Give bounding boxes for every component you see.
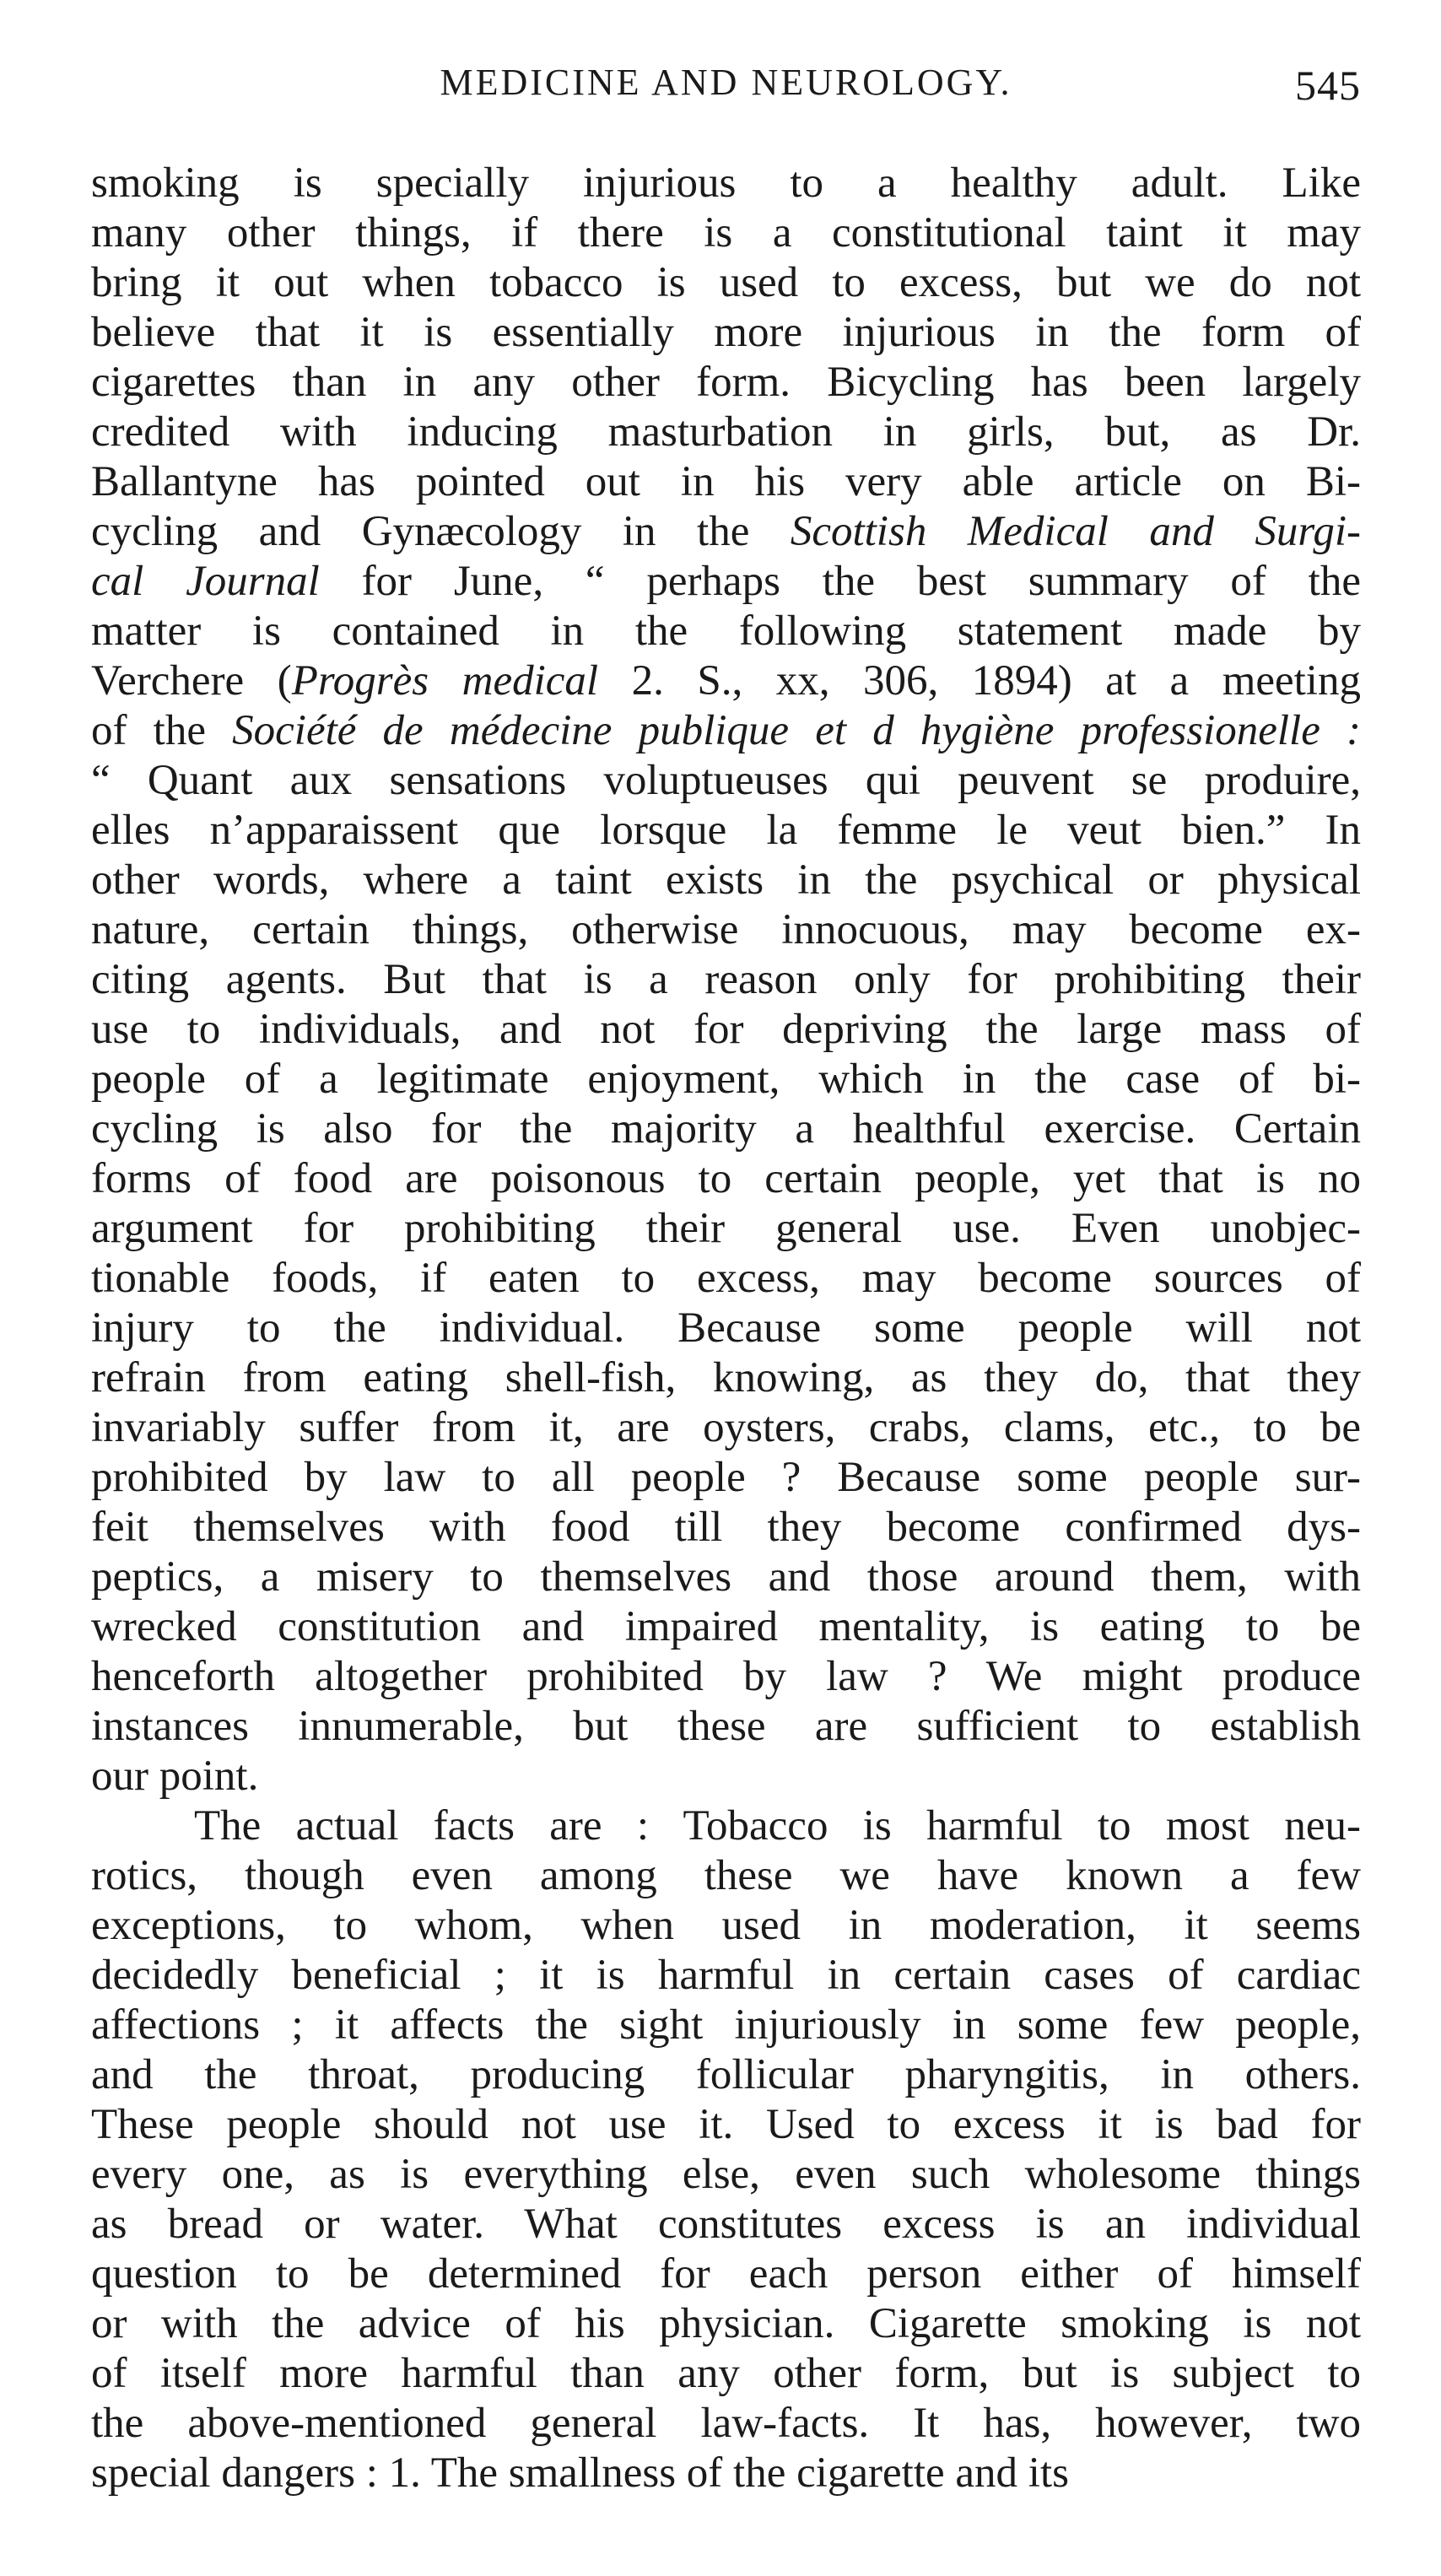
text-line xyxy=(91,1851,1361,1901)
text-run: exceptions, to whom, when used in moderation, it seems xyxy=(91,1902,1361,1949)
text-line xyxy=(91,2150,1361,2200)
text-line xyxy=(91,1652,1361,1702)
text-run: henceforth altogether prohibited by law ? We might produce xyxy=(91,1653,1361,1700)
text-line xyxy=(91,706,1361,756)
text-line xyxy=(91,2200,1361,2249)
text-line xyxy=(91,457,1361,507)
text-run: instances innumerable, but these are sufficient to establish xyxy=(91,1703,1361,1750)
text-line xyxy=(91,1901,1361,1951)
text-line xyxy=(91,2399,1361,2449)
text-line xyxy=(91,1403,1361,1453)
text-line xyxy=(91,1553,1361,1602)
text-run: smoking is specially injurious to a healthy adult. Like xyxy=(91,159,1361,207)
text-run: tionable foods, if eaten to excess, may become sources of xyxy=(91,1255,1361,1302)
text-line xyxy=(91,1104,1361,1154)
text-line xyxy=(91,1951,1361,2001)
text-run: citing agents. But that is a reason only for prohibiting their xyxy=(91,956,1361,1003)
text-run: and the throat, producing follicular pharyngitis, in others. xyxy=(91,2051,1361,2098)
text-run: or with the advice of his physician. Cigarette smoking is not xyxy=(91,2300,1361,2347)
text-run: affections ; it affects the sight injuriously in some few people, xyxy=(91,2001,1361,2049)
text-run: for June, “ perhaps the best summary of the xyxy=(319,558,1361,605)
text-line xyxy=(91,2100,1361,2150)
text-run: peptics, a misery to themselves and those around them, with xyxy=(91,1553,1361,1601)
text-line xyxy=(91,607,1361,656)
text-line xyxy=(91,1353,1361,1403)
text-run: wrecked constitution and impaired mentality, is eating to be xyxy=(91,1603,1361,1650)
text-run: 2. S., xx, 306, 1894) at a meeting xyxy=(598,657,1361,705)
text-run: of itself more harmful than any other form, but is subject to xyxy=(91,2350,1361,2397)
text-run: cycling is also for the majority a healthful exercise. Certain xyxy=(91,1105,1361,1153)
text-run: rotics, though even among these we have known a few xyxy=(91,1852,1361,1899)
text-line xyxy=(91,1602,1361,1652)
text-line xyxy=(91,2249,1361,2299)
text-run: refrain from eating shell-fish, knowing, as they do, that they xyxy=(91,1354,1361,1401)
italic-text: cal Journal xyxy=(91,558,320,605)
running-title: MEDICINE AND NEUROLOGY. xyxy=(440,62,1012,103)
text-line xyxy=(91,258,1361,308)
text-run: elles n’apparaissent que lorsque la femme le veut bien.” In xyxy=(91,807,1361,854)
text-run: cigarettes than in any other form. Bicycling has been largely xyxy=(91,359,1361,406)
italic-text: Scottish Medical and Surgi- xyxy=(790,508,1361,555)
text-run: the above-mentioned general law-facts. It has, however, two xyxy=(91,2400,1361,2447)
running-head xyxy=(91,61,1361,120)
text-run: matter is contained in the following statement made by xyxy=(91,608,1361,655)
text-line xyxy=(91,656,1361,706)
text-run: credited with inducing masturbation in girls, but, as Dr. xyxy=(91,408,1361,456)
text-line xyxy=(91,2349,1361,2399)
text-line xyxy=(91,2299,1361,2349)
text-line xyxy=(91,1005,1361,1055)
text-line xyxy=(91,2001,1361,2050)
text-line xyxy=(91,408,1361,457)
text-line xyxy=(91,159,1361,208)
italic-text: Société de médecine publique et d hygiène professionelle : xyxy=(232,707,1361,754)
text-line xyxy=(91,1503,1361,1553)
text-run: of the xyxy=(91,707,233,754)
italic-text: Progrès medical xyxy=(291,657,599,705)
text-run: people of a legitimate enjoyment, which in the case of bi- xyxy=(91,1056,1361,1103)
text-run: nature, certain things, otherwise innocuous, may become ex- xyxy=(91,906,1361,953)
text-run: our point. xyxy=(91,1752,259,1800)
text-run: other words, where a taint exists in the psychical or physical xyxy=(91,856,1361,904)
text-line xyxy=(91,208,1361,258)
text-line xyxy=(91,955,1361,1005)
text-run: These people should not use it. Used to excess it is bad for xyxy=(91,2101,1361,2148)
text-run: every one, as is everything else, even such wholesome things xyxy=(91,2151,1361,2198)
text-line xyxy=(91,905,1361,955)
text-line xyxy=(91,1752,1361,1801)
text-line xyxy=(91,1801,1361,1851)
text-line xyxy=(91,1702,1361,1752)
text-run: believe that it is essentially more injurious in the form of xyxy=(91,309,1361,356)
page-number: 545 xyxy=(1295,62,1361,109)
text-line xyxy=(91,1254,1361,1304)
text-line xyxy=(91,856,1361,905)
text-line xyxy=(91,557,1361,607)
text-line xyxy=(91,1304,1361,1353)
text-run: argument for prohibiting their general use. Even unobjec- xyxy=(91,1205,1361,1252)
text-run: forms of food are poisonous to certain people, yet that is no xyxy=(91,1155,1361,1202)
text-run: question to be determined for each person either of himself xyxy=(91,2250,1361,2298)
text-run: many other things, if there is a constitutional taint it may xyxy=(91,209,1361,257)
text-line xyxy=(91,756,1361,806)
text-run: decidedly beneficial ; it is harmful in certain cases of cardiac xyxy=(91,1952,1361,1999)
text-run: prohibited by law to all people ? Because some people sur- xyxy=(91,1454,1361,1501)
text-run: Ballantyne has pointed out in his very able article on Bi- xyxy=(91,458,1361,505)
text-line xyxy=(91,2449,1361,2498)
text-line xyxy=(91,358,1361,408)
text-run: use to individuals, and not for depriving the large mass of xyxy=(91,1006,1361,1053)
text-line xyxy=(91,308,1361,358)
text-line xyxy=(91,507,1361,557)
text-line xyxy=(91,1055,1361,1104)
text-line xyxy=(91,1154,1361,1204)
text-line xyxy=(91,2050,1361,2100)
text-run: as bread or water. What constitutes excess is an individual xyxy=(91,2201,1361,2248)
text-line xyxy=(91,806,1361,856)
text-line xyxy=(91,1453,1361,1503)
text-run: cycling and Gynæcology in the xyxy=(91,508,791,555)
text-run: injury to the individual. Because some people will not xyxy=(91,1304,1361,1352)
body-text xyxy=(91,159,1361,2498)
text-run: “ Quant aux sensations voluptueuses qui peuvent se produire, xyxy=(91,757,1361,804)
text-line xyxy=(91,1204,1361,1254)
text-run: feit themselves with food till they become confirmed dys- xyxy=(91,1504,1361,1551)
text-run: Verchere ( xyxy=(91,657,292,705)
text-run: special dangers : 1. The smallness of the cigarette and its xyxy=(91,2449,1069,2497)
text-run: bring it out when tobacco is used to excess, but we do not xyxy=(91,259,1361,306)
text-run: invariably suffer from it, are oysters, crabs, clams, etc., to be xyxy=(91,1404,1361,1451)
text-run: The actual facts are : Tobacco is harmful to most neu- xyxy=(194,1802,1361,1850)
